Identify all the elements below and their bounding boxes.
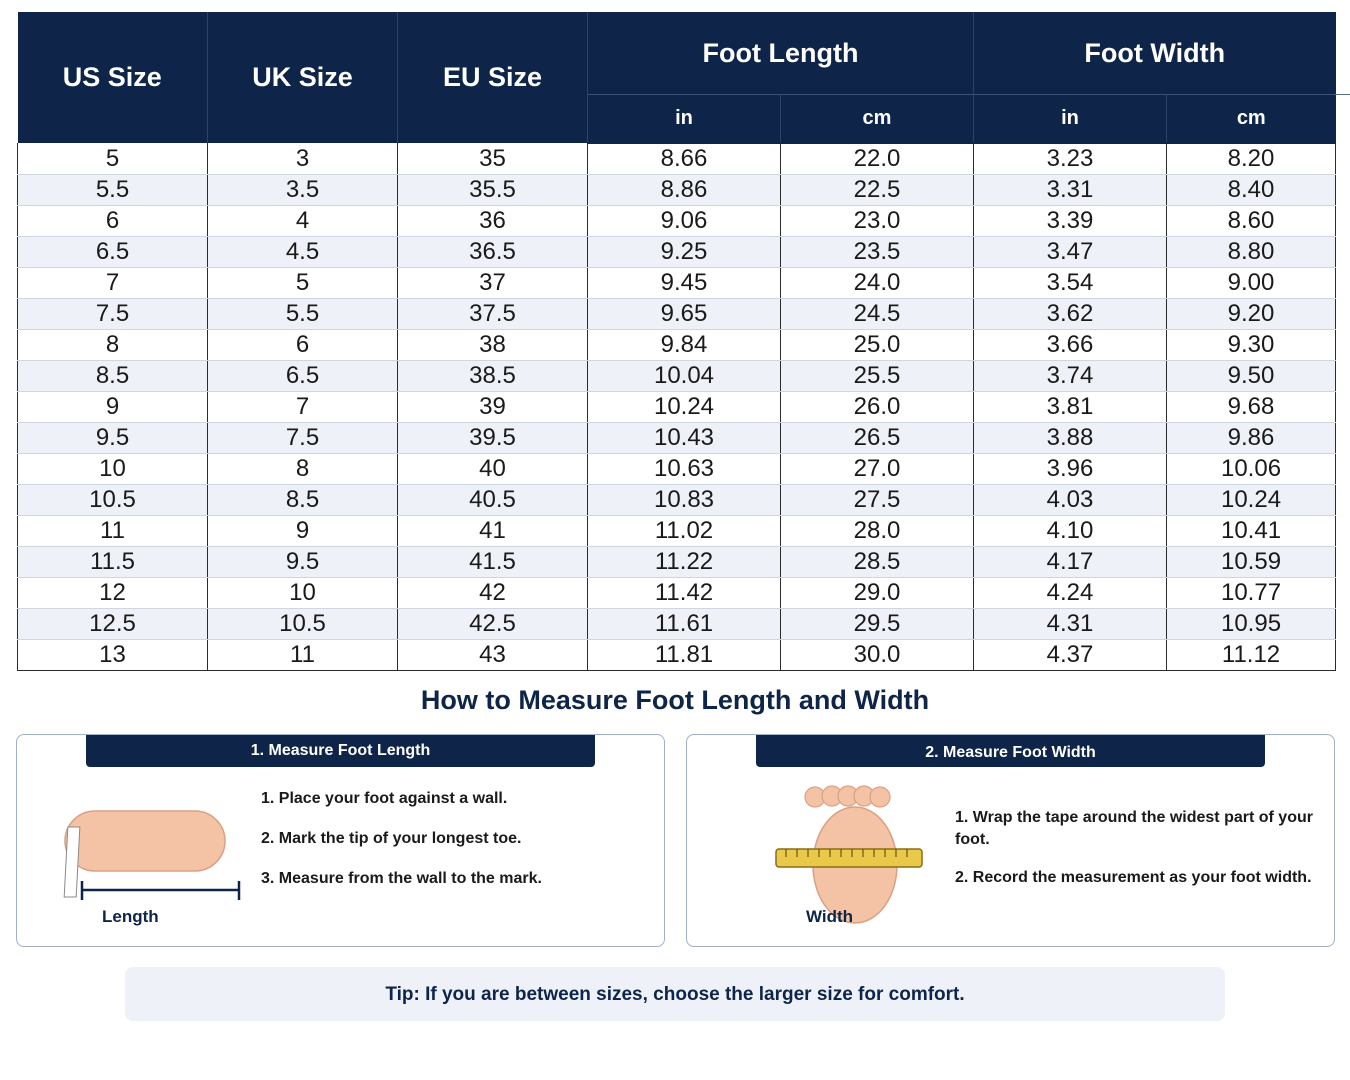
length-cm-cell: 27.0 bbox=[781, 454, 974, 485]
length-in-cell: 11.42 bbox=[588, 578, 781, 609]
length-in-cell: 9.25 bbox=[588, 237, 781, 268]
table-row bbox=[18, 454, 1336, 485]
measure-width-heading: 2. Measure Foot Width bbox=[756, 735, 1265, 767]
table-row bbox=[18, 423, 1336, 454]
width-cm-cell: 9.50 bbox=[1167, 361, 1336, 392]
table-row bbox=[18, 299, 1336, 330]
length-in-cell: 10.04 bbox=[588, 361, 781, 392]
eu-size-cell: 39 bbox=[398, 392, 588, 423]
uk-size-cell: 11 bbox=[208, 640, 398, 671]
length-step-2: 2. Mark the tip of your longest toe. bbox=[261, 830, 522, 847]
length-cm-cell: 23.0 bbox=[781, 206, 974, 237]
length-cm-cell: 29.5 bbox=[781, 609, 974, 640]
table-row bbox=[18, 361, 1336, 392]
width-cm-cell: 10.06 bbox=[1167, 454, 1336, 485]
uk-size-cell: 10.5 bbox=[208, 609, 398, 640]
length-in-cell: 11.02 bbox=[588, 516, 781, 547]
table-row bbox=[18, 175, 1336, 206]
uk-size-cell: 5.5 bbox=[208, 299, 398, 330]
length-cm-cell: 22.5 bbox=[781, 175, 974, 206]
size-table-body bbox=[18, 143, 1336, 671]
eu-size-cell: 41 bbox=[398, 516, 588, 547]
header-length-in: in bbox=[588, 95, 781, 144]
length-in-cell: 10.24 bbox=[588, 392, 781, 423]
eu-size-cell: 37.5 bbox=[398, 299, 588, 330]
length-cm-cell: 27.5 bbox=[781, 485, 974, 516]
table-row bbox=[18, 268, 1336, 299]
width-cm-cell: 11.12 bbox=[1167, 640, 1336, 671]
length-cm-cell: 25.5 bbox=[781, 361, 974, 392]
length-in-cell: 8.66 bbox=[588, 143, 781, 175]
width-cm-cell: 9.68 bbox=[1167, 392, 1336, 423]
uk-size-cell: 4.5 bbox=[208, 237, 398, 268]
width-in-cell: 3.54 bbox=[974, 268, 1167, 299]
length-in-cell: 11.81 bbox=[588, 640, 781, 671]
width-in-cell: 3.96 bbox=[974, 454, 1167, 485]
uk-size-cell: 3 bbox=[208, 143, 398, 175]
eu-size-cell: 36 bbox=[398, 206, 588, 237]
uk-size-cell: 6.5 bbox=[208, 361, 398, 392]
width-in-cell: 4.24 bbox=[974, 578, 1167, 609]
measure-length-heading: 1. Measure Foot Length bbox=[86, 735, 595, 767]
uk-size-cell: 7 bbox=[208, 392, 398, 423]
length-in-cell: 9.84 bbox=[588, 330, 781, 361]
width-in-cell: 4.37 bbox=[974, 640, 1167, 671]
uk-size-cell: 9.5 bbox=[208, 547, 398, 578]
width-cm-cell: 9.00 bbox=[1167, 268, 1336, 299]
length-in-cell: 8.86 bbox=[588, 175, 781, 206]
width-cm-cell: 9.86 bbox=[1167, 423, 1336, 454]
measure-length-panel bbox=[16, 734, 665, 947]
length-cm-cell: 29.0 bbox=[781, 578, 974, 609]
length-cm-cell: 28.5 bbox=[781, 547, 974, 578]
uk-size-cell: 9 bbox=[208, 516, 398, 547]
length-cm-cell: 30.0 bbox=[781, 640, 974, 671]
header-width-cm: cm bbox=[1167, 95, 1336, 144]
length-in-cell: 11.22 bbox=[588, 547, 781, 578]
table-row bbox=[18, 609, 1336, 640]
foot-shape bbox=[65, 811, 225, 871]
how-to-title: How to Measure Foot Length and Width bbox=[420, 685, 930, 715]
eu-size-cell: 40.5 bbox=[398, 485, 588, 516]
length-in-cell: 9.65 bbox=[588, 299, 781, 330]
width-in-cell: 4.17 bbox=[974, 547, 1167, 578]
header-foot-length: Foot Length bbox=[588, 12, 974, 95]
tip-banner: Tip: If you are between sizes, choose the larger size for comfort. bbox=[125, 967, 1225, 1021]
width-steps bbox=[955, 807, 1315, 905]
header-length-cm: cm bbox=[781, 95, 974, 144]
uk-size-cell: 6 bbox=[208, 330, 398, 361]
length-cm-cell: 22.0 bbox=[781, 143, 974, 175]
table-row bbox=[18, 237, 1336, 268]
eu-size-cell: 37 bbox=[398, 268, 588, 299]
length-cm-cell: 26.0 bbox=[781, 392, 974, 423]
width-step-2: 2. Record the measurement as your foot width. bbox=[955, 869, 1312, 886]
us-size-cell: 9 bbox=[18, 392, 208, 423]
us-size-cell: 7 bbox=[18, 268, 208, 299]
eu-size-cell: 40 bbox=[398, 454, 588, 485]
length-cm-cell: 26.5 bbox=[781, 423, 974, 454]
us-size-cell: 6.5 bbox=[18, 237, 208, 268]
us-size-cell: 11.5 bbox=[18, 547, 208, 578]
table-row bbox=[18, 206, 1336, 237]
length-step-1: 1. Place your foot against a wall. bbox=[261, 790, 508, 807]
us-size-cell: 5 bbox=[18, 143, 208, 175]
length-cm-cell: 24.0 bbox=[781, 268, 974, 299]
table-row bbox=[18, 640, 1336, 671]
table-row bbox=[18, 516, 1336, 547]
width-in-cell: 3.81 bbox=[974, 392, 1167, 423]
table-row bbox=[18, 547, 1336, 578]
length-cm-cell: 28.0 bbox=[781, 516, 974, 547]
uk-size-cell: 8 bbox=[208, 454, 398, 485]
eu-size-cell: 41.5 bbox=[398, 547, 588, 578]
width-in-cell: 3.74 bbox=[974, 361, 1167, 392]
eu-size-cell: 42 bbox=[398, 578, 588, 609]
width-cm-cell: 10.24 bbox=[1167, 485, 1336, 516]
eu-size-cell: 35 bbox=[398, 143, 588, 175]
eu-size-cell: 42.5 bbox=[398, 609, 588, 640]
uk-size-cell: 7.5 bbox=[208, 423, 398, 454]
width-in-cell: 3.39 bbox=[974, 206, 1167, 237]
uk-size-cell: 4 bbox=[208, 206, 398, 237]
width-cm-cell: 8.80 bbox=[1167, 237, 1336, 268]
width-cm-cell: 9.30 bbox=[1167, 330, 1336, 361]
width-in-cell: 4.31 bbox=[974, 609, 1167, 640]
width-cm-cell: 8.40 bbox=[1167, 175, 1336, 206]
width-step-1: 1. Wrap the tape around the widest part of your foot. bbox=[955, 809, 1313, 848]
width-in-cell: 4.03 bbox=[974, 485, 1167, 516]
us-size-cell: 8.5 bbox=[18, 361, 208, 392]
eu-size-cell: 35.5 bbox=[398, 175, 588, 206]
width-caption: Width bbox=[806, 907, 854, 926]
measure-width-panel bbox=[686, 734, 1335, 947]
uk-size-cell: 5 bbox=[208, 268, 398, 299]
length-in-cell: 9.45 bbox=[588, 268, 781, 299]
header-foot-width: Foot Width bbox=[974, 12, 1336, 95]
width-cm-cell: 10.95 bbox=[1167, 609, 1336, 640]
width-cm-cell: 8.60 bbox=[1167, 206, 1336, 237]
eu-size-cell: 38.5 bbox=[398, 361, 588, 392]
uk-size-cell: 8.5 bbox=[208, 485, 398, 516]
us-size-cell: 6 bbox=[18, 206, 208, 237]
header-uk-size: UK Size bbox=[208, 12, 398, 143]
header-eu-size: EU Size bbox=[398, 12, 588, 143]
length-in-cell: 10.43 bbox=[588, 423, 781, 454]
length-in-cell: 10.63 bbox=[588, 454, 781, 485]
length-step-3: 3. Measure from the wall to the mark. bbox=[261, 870, 542, 887]
length-cm-cell: 23.5 bbox=[781, 237, 974, 268]
header-us-size: US Size bbox=[18, 12, 208, 143]
width-cm-cell: 10.41 bbox=[1167, 516, 1336, 547]
eu-size-cell: 39.5 bbox=[398, 423, 588, 454]
width-in-cell: 3.88 bbox=[974, 423, 1167, 454]
header-divider-line bbox=[1335, 94, 1350, 95]
length-in-cell: 11.61 bbox=[588, 609, 781, 640]
length-cm-cell: 24.5 bbox=[781, 299, 974, 330]
header-width-in: in bbox=[974, 95, 1167, 144]
width-cm-cell: 9.20 bbox=[1167, 299, 1336, 330]
width-cm-cell: 8.20 bbox=[1167, 143, 1336, 175]
foot-length-illustration bbox=[57, 805, 247, 905]
eu-size-cell: 43 bbox=[398, 640, 588, 671]
width-in-cell: 3.66 bbox=[974, 330, 1167, 361]
length-in-cell: 10.83 bbox=[588, 485, 781, 516]
width-in-cell: 3.23 bbox=[974, 143, 1167, 175]
us-size-cell: 10.5 bbox=[18, 485, 208, 516]
us-size-cell: 5.5 bbox=[18, 175, 208, 206]
width-in-cell: 3.47 bbox=[974, 237, 1167, 268]
size-chart-table bbox=[17, 12, 1336, 671]
width-cm-cell: 10.59 bbox=[1167, 547, 1336, 578]
measuring-tape-icon bbox=[776, 849, 922, 867]
width-cm-cell: 10.77 bbox=[1167, 578, 1336, 609]
length-steps bbox=[261, 789, 651, 909]
table-row bbox=[18, 392, 1336, 423]
us-size-cell: 12 bbox=[18, 578, 208, 609]
width-in-cell: 3.62 bbox=[974, 299, 1167, 330]
us-size-cell: 7.5 bbox=[18, 299, 208, 330]
table-row bbox=[18, 143, 1336, 175]
width-in-cell: 3.31 bbox=[974, 175, 1167, 206]
uk-size-cell: 3.5 bbox=[208, 175, 398, 206]
eu-size-cell: 36.5 bbox=[398, 237, 588, 268]
uk-size-cell: 10 bbox=[208, 578, 398, 609]
foot-width-illustration bbox=[771, 781, 927, 926]
us-size-cell: 8 bbox=[18, 330, 208, 361]
length-cm-cell: 25.0 bbox=[781, 330, 974, 361]
table-row bbox=[18, 485, 1336, 516]
us-size-cell: 11 bbox=[18, 516, 208, 547]
table-row bbox=[18, 578, 1336, 609]
length-caption: Length bbox=[102, 907, 159, 926]
width-in-cell: 4.10 bbox=[974, 516, 1167, 547]
table-row bbox=[18, 330, 1336, 361]
us-size-cell: 9.5 bbox=[18, 423, 208, 454]
us-size-cell: 10 bbox=[18, 454, 208, 485]
eu-size-cell: 38 bbox=[398, 330, 588, 361]
us-size-cell: 12.5 bbox=[18, 609, 208, 640]
us-size-cell: 13 bbox=[18, 640, 208, 671]
length-in-cell: 9.06 bbox=[588, 206, 781, 237]
